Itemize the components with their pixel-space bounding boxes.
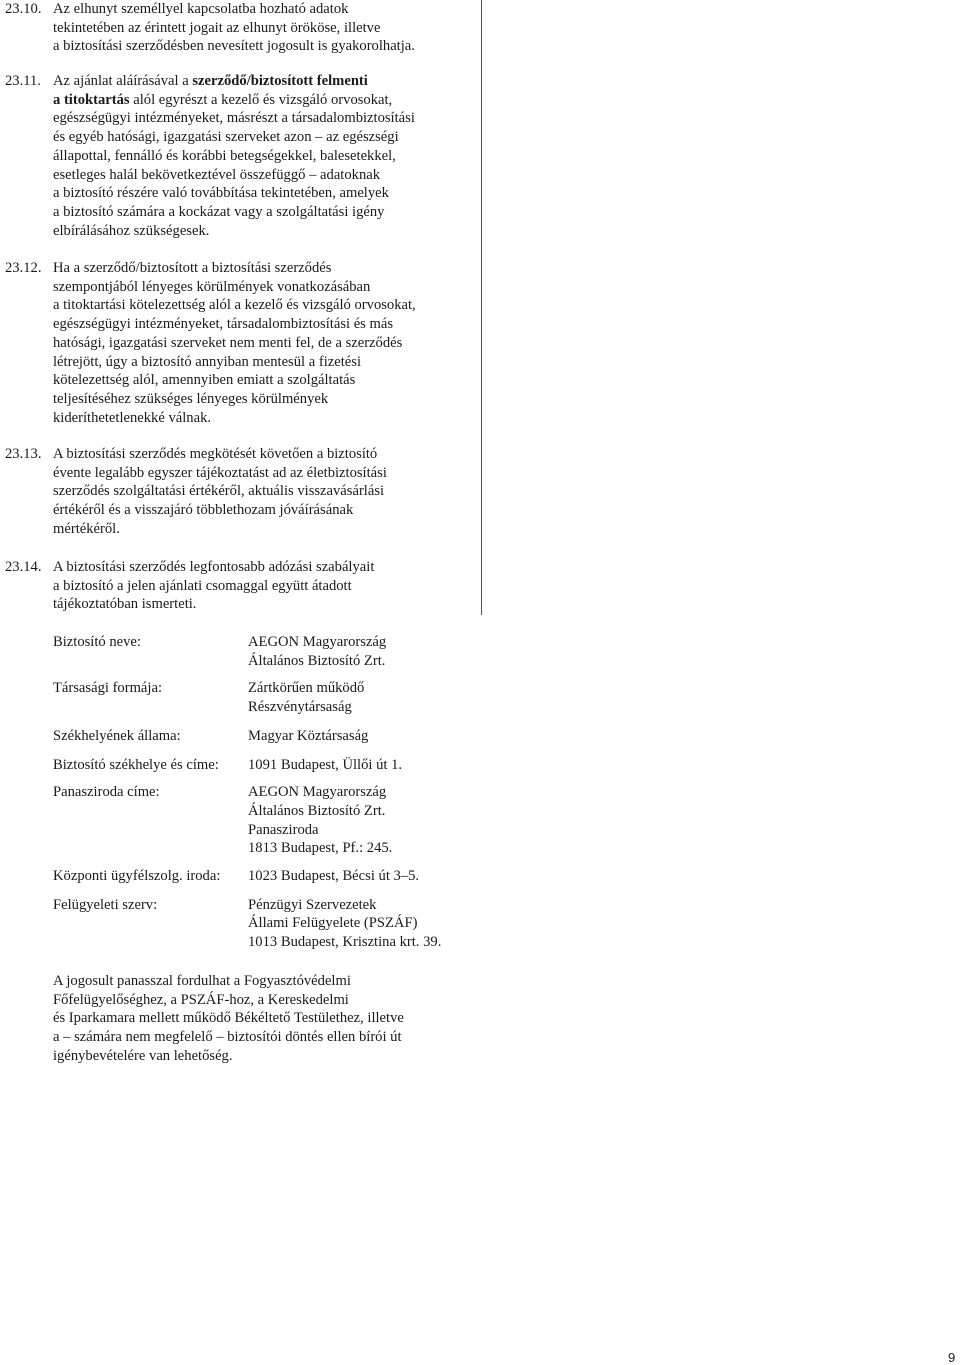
value-line: 1091 Budapest, Üllői út 1. — [248, 756, 403, 773]
text-line: Ha a szerződő/biztosított a biztosítási szerződés — [53, 260, 332, 276]
column-divider — [481, 0, 482, 615]
info-row-company-form — [53, 679, 473, 716]
insurer-info — [53, 633, 473, 952]
info-value — [248, 633, 473, 670]
value-line: Zártkörűen működő — [248, 680, 365, 697]
text-line: és Iparkamara mellett működő Békéltető Testülethez, illetve — [53, 1010, 404, 1027]
clause-text — [53, 72, 475, 240]
text-line: a biztosító a jelen ajánlati csomaggal együtt átadott — [53, 577, 352, 594]
value-line: 1813 Budapest, Pf.: 245. — [248, 840, 393, 857]
text-line: Főfelügyelőséghez, a PSZÁF-hoz, a Kereskedelmi — [53, 991, 349, 1008]
info-value — [248, 679, 473, 716]
text-line: hatósági, igazgatási szerveket nem menti fel, de a szerződés — [53, 334, 403, 351]
text-line: létrejött, úgy a biztosító annyiban mentesül a fizetési — [53, 353, 362, 370]
text-line: A biztosítási szerződés legfontosabb adózási szabályait — [53, 559, 375, 575]
text-line — [53, 72, 475, 91]
clause-23-14 — [5, 558, 475, 614]
info-label: Székhelyének állama: — [53, 727, 181, 744]
text-line: szerződés szolgáltatási értékéről, aktuális visszavásárlási — [53, 483, 385, 500]
text-line: tekintetében az érintett jogait az elhunyt örököse, illetve — [53, 19, 381, 36]
clause-text — [53, 445, 475, 539]
clause-text — [53, 558, 475, 614]
text-line: A biztosítási szerződés megkötését követően a biztosító — [53, 446, 378, 462]
value-line: AEGON Magyarország — [248, 634, 387, 650]
info-label: Biztosító székhelye és címe: — [53, 756, 219, 773]
value-line: Magyar Köztársaság — [248, 727, 369, 744]
text-line: szempontjából lényeges körülmények vonatkozásában — [53, 278, 371, 295]
text-run: Az ajánlat aláírásával a — [53, 73, 193, 89]
text-line: kötelezettség alól, amennyiben emiatt a szolgáltatás — [53, 372, 356, 389]
clause-23-12 — [5, 259, 475, 427]
clause-23-11 — [5, 72, 475, 240]
bold-text: szerződő/biztosított felmenti — [192, 73, 368, 89]
info-label: Központi ügyfélszolg. iroda: — [53, 868, 221, 885]
text-line: kideríthetetlenekké válnak. — [53, 409, 212, 426]
value-line: Részvénytársaság — [248, 699, 352, 716]
info-value — [248, 783, 473, 858]
text-line — [53, 91, 475, 110]
info-row-complaints-office — [53, 783, 473, 858]
text-line: A jogosult panasszal fordulhat a Fogyasztóvédelmi — [53, 973, 351, 989]
text-line: a – számára nem megfelelő – biztosítói döntés ellen bírói út — [53, 1029, 402, 1046]
text-line: a biztosító részére való továbbítása tekintetében, amelyek — [53, 185, 389, 202]
value-line: 1013 Budapest, Krisztina krt. 39. — [248, 934, 442, 951]
complaint-note — [53, 972, 473, 1066]
info-row-seat-address — [53, 756, 473, 775]
text-line: igénybevételére van lehetőség. — [53, 1047, 233, 1064]
info-row-seat-state — [53, 727, 473, 746]
info-value — [248, 867, 473, 886]
bold-text: a titoktartás — [53, 91, 130, 108]
info-value — [248, 727, 473, 746]
text-line: évente legalább egyszer tájékoztatást ad az életbiztosítási — [53, 464, 387, 481]
text-line: esetleges halál bekövetkeztével összefüggő – adatoknak — [53, 166, 381, 183]
info-label: Társasági formája: — [53, 680, 162, 697]
text-line: a biztosító számára a kockázat vagy a szolgáltatási igény — [53, 203, 385, 220]
text-line: mértékéről. — [53, 520, 120, 537]
info-row-supervisory-body — [53, 896, 473, 952]
text-line: egészségügyi intézményeket, társadalombiztosítási és más — [53, 316, 394, 333]
text-line: tájékoztatóban ismerteti. — [53, 596, 197, 613]
value-line: Általános Biztosító Zrt. — [248, 802, 386, 819]
info-label: Panasziroda címe: — [53, 784, 160, 801]
clause-number: 23.13. — [5, 446, 42, 462]
text-line: a titoktartási kötelezettség alól a kezelő és vizsgáló orvosokat, — [53, 297, 416, 314]
clause-23-13 — [5, 445, 475, 539]
info-row-customer-service — [53, 867, 473, 886]
text-line: állapottal, fennálló és korábbi betegségekkel, balesetekkel, — [53, 147, 396, 164]
text-line: értékéről és a visszajáró többlethozam jóváírásának — [53, 502, 354, 519]
clause-number: 23.12. — [5, 260, 42, 276]
text-line: és egyéb hatósági, igazgatási szerveket azon – az egészségi — [53, 129, 399, 146]
text-line: elbírálásához szükségesek. — [53, 222, 210, 239]
value-line: 1023 Budapest, Bécsi út 3–5. — [248, 868, 420, 885]
value-line: Panasziroda — [248, 821, 319, 838]
info-value — [248, 896, 473, 952]
text-run: alól egyrészt a kezelő és vizsgáló orvosokat, — [129, 91, 393, 108]
clause-number: 23.10. — [5, 1, 42, 17]
clause-number: 23.14. — [5, 559, 42, 575]
info-row-insurer-name — [53, 633, 473, 670]
text-line: Az elhunyt személlyel kapcsolatba hozható adatok — [53, 1, 349, 17]
value-line: Állami Felügyelete (PSZÁF) — [248, 915, 418, 932]
info-label: Felügyeleti szerv: — [53, 896, 158, 913]
text-line: egészségügyi intézményeket, másrészt a társadalombiztosítási — [53, 110, 415, 127]
clause-text — [53, 259, 475, 427]
value-line: Általános Biztosító Zrt. — [248, 652, 386, 669]
value-line: Pénzügyi Szervezetek — [248, 896, 377, 913]
info-label: Biztosító neve: — [53, 634, 141, 650]
text-line: teljesítéséhez szükséges lényeges körülmények — [53, 390, 329, 407]
text-line: a biztosítási szerződésben nevesített jogosult is gyakorolhatja. — [53, 38, 415, 55]
page-number: 9 — [948, 1350, 956, 1365]
info-value — [248, 756, 473, 775]
clause-text — [53, 0, 475, 56]
clause-23-10 — [5, 0, 475, 56]
clause-number: 23.11. — [5, 73, 41, 89]
value-line: AEGON Magyarország — [248, 784, 387, 801]
